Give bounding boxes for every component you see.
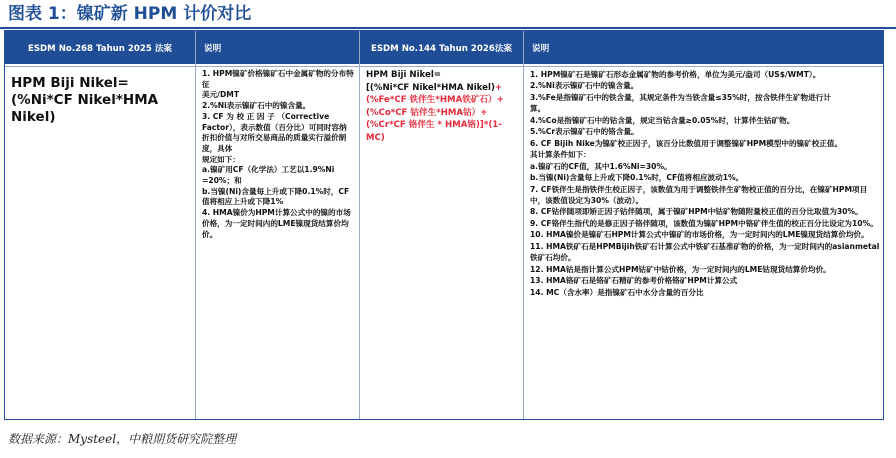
header-description-2026: 说明	[524, 31, 884, 65]
column-description-2026	[524, 31, 884, 419]
formula-2025: HPM Biji Nikel= (%Ni*CF Nikel*HMA Nikel)	[11, 75, 159, 125]
header-esdm-144: ESDM No.144 Tahun 2026法案	[360, 31, 523, 65]
formula-2026-byproduct-part: +(%Fe*CF 铁伴生*HMA铁矿石）+(%Co*CF 钴伴生*HMA钴）+(%Cr*CF 铬伴生 * HMA铬)]*(1-MC)	[366, 82, 504, 143]
formula-2026	[360, 65, 523, 145]
figure-title: 图表 1：镍矿新 HPM 计价对比	[8, 4, 252, 24]
description-2026: 1. HPM镍矿石是镍矿石形态金属矿物的参考价格，单位为美元/盎司（US$/WMT）。 2.%Ni表示镍矿石中的镍含量。 3.%Fe是指镍矿石中的铁含量，其规定条件为当铁含量≤35%时，按含铁伴生矿物进行计 算。 4.%Co是指镍矿石中的钴含量，规定当钴含量≥0.05%时，计算伴生钴矿物。 5.%Cr表示镍矿石中的铬含量。 6. CF Bijih Nike为镍矿校正因子，该百分比数值用于调整镍矿HPM模型中的镍矿校正值。 其计算条件如下： a.镍矿石的CF值，其中1.6%Ni=30%。 b.当镍(Ni)含量每上升或下降0.1%时，CF值将相应波动1%。 7. CF铁伴生是指铁伴生校正因子，该数值为用于调整铁伴生矿物校正值的百分比，在镍矿HPM项目中，该数值设定为30%（波动）。 8. CF钴伴随项即矫正因子钴伴随项，属于镍矿HPM中钴矿物随附量校正值的百分比取值为30%。 9. CF铬伴生指代的是修正因子铬伴随项，该数值为镍矿HPM中铬矿伴生值的校正百分比设定为10%。 10. HMA镍价是镍矿石HPM计算公式中镍矿的市场价格，为一定时间内的LME镍现货结算价均价。 11. HMA铁矿石是HPMBijih铁矿石计算公式中铁矿石基准矿物的价格，为一定时间内的asianmetal铁矿石均价。 12. HMA钴是指计算公式HPM钴矿中钴价格，为一定时间内的LME钴现货结算价均价。 13. HMA铬矿石是铬矿石精矿的参考价格铬矿HPM计算公式 14. MC（含水率）是指镍矿石中水分含量的百分比	[530, 70, 880, 297]
column-description-2025	[196, 31, 360, 419]
title-rule	[0, 27, 896, 29]
data-source-note: 数据来源：Mysteel，中粮期货研究院整理	[8, 432, 237, 446]
comparison-table	[4, 30, 884, 420]
header-description-2025: 说明	[196, 31, 359, 65]
formula-2026-nickel-part: HPM Biji Nikel= [(%Ni*CF Nikel*HMA Nikel)	[366, 70, 495, 93]
header-esdm-268: ESDM No.268 Tahun 2025 法案	[5, 31, 195, 65]
column-esdm-144	[360, 31, 524, 419]
description-2025: 1. HPM镍矿价格镍矿石中金属矿物的分布特征 美元/DMT 2.%Ni表示镍矿石中的镍含量。 3. CF 为 校 正 因 子 （Corrective Factor），表示数值（百分比）可同时容纳折扣价值与对所交易商品的质量实行溢价制度，具体 规定如下： a.镍矿用CF（化学法）工艺以1.9%Ni =20%；和 b.当镍(Ni)含量每上升或下降0.1%时，CF值将相应上升或下降1% 4. HMA镍价为HPM计算公式中的镍的市场价格，为一定时间内的LME镍现货结算价均价。	[202, 69, 354, 239]
column-esdm-268	[5, 31, 196, 419]
